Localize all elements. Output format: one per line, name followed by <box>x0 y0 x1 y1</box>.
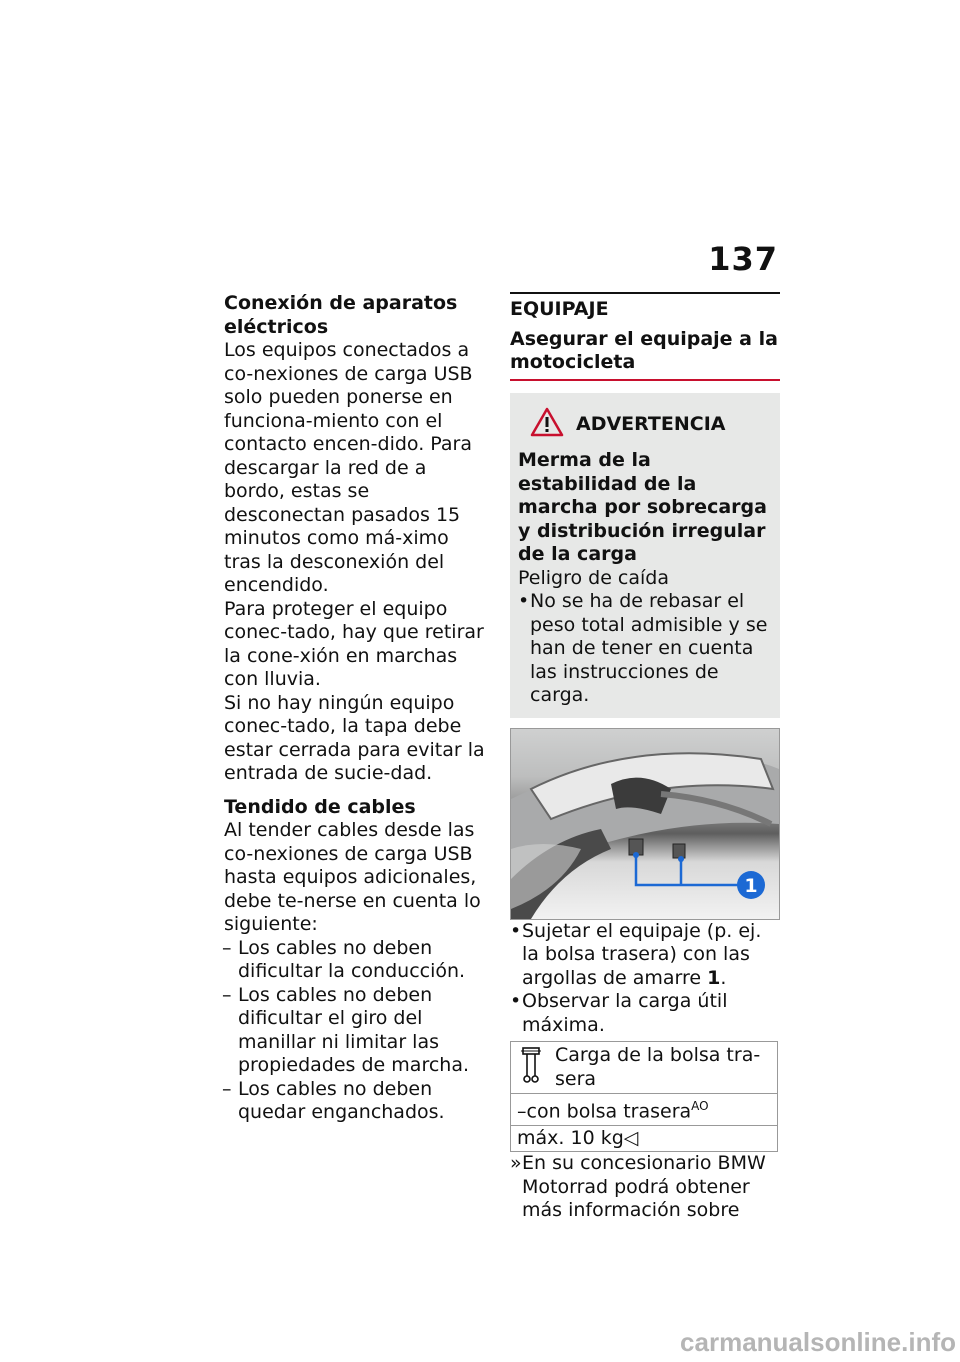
watermark[interactable]: carmanualsonline.info <box>680 1327 956 1357</box>
list-item: – Los cables no deben dificultar la conducción. <box>222 936 466 982</box>
paragraph-cap-closed: Si no hay ningún equipo conec-tado, la tapa debe estar cerrada para evitar la entrada de sucie-dad. <box>224 691 485 784</box>
paragraph-cable-routing: Al tender cables desde las co-nexiones de carga USB hasta equipos adicionales, debe te-nerse en cuenta lo siguiente: <box>224 819 481 935</box>
end-marker: ◁ <box>623 1126 639 1149</box>
arrow-marker: » <box>510 1152 522 1175</box>
luggage-tie-down-photo <box>510 728 780 920</box>
warning-title: Merma de la estabilidad de la marcha por sobrecarga y distribución irregular de la carga <box>518 449 767 565</box>
callout-number: 1 <box>744 874 758 897</box>
list-item: » En su concesionario BMW Motorrad podrá obtener más información sobre <box>510 1152 766 1222</box>
bullet-marker: • <box>518 590 530 612</box>
spec-title: Carga de la bolsa tra-sera <box>555 1044 761 1090</box>
heading-cable-routing: Tendido de cables <box>224 795 416 818</box>
page-number: 137 <box>708 240 778 278</box>
dash-marker: – <box>222 983 232 1006</box>
list-item: • Sujetar el equipaje (p. ej. la bolsa trasera) con las argollas de amarre 1. <box>510 919 762 989</box>
bullet-marker: • <box>510 990 522 1012</box>
paragraph-usb-charging: Los equipos conectados a co-nexiones de carga USB solo pueden ponerse en funciona-miento con el contacto encen-dido. Para descargar la red de a bordo, estas se desconectan pasados 15 minutos como má-ximo tras la desconexión del encendido. <box>224 339 473 596</box>
dash-marker: – <box>222 1077 232 1100</box>
load-spec-table <box>510 1041 778 1152</box>
left-column <box>224 292 490 1125</box>
warning-consequence: Peligro de caída <box>518 566 670 589</box>
list-item: – Los cables no deben dificultar el giro del manillar ni limitar las propiedades de marcha. <box>222 983 470 1076</box>
paragraph-protect-device: Para proteger el equipo conec-tado, hay que retirar la cone-xión en marchas con lluvia. <box>224 597 484 690</box>
warning-instruction: • No se ha de rebasar el peso total admisible y se han de tener en cuenta las instrucciones de carga. <box>518 590 768 706</box>
list-item: • Observar la carga útil máxima. <box>510 990 728 1036</box>
dash-marker: – <box>222 936 232 959</box>
load-icon <box>517 1044 545 1091</box>
section-title: EQUIPAJE <box>510 292 780 322</box>
list-item: – Los cables no deben quedar enganchados. <box>222 1077 445 1123</box>
warning-box <box>510 393 780 718</box>
right-column <box>510 292 780 1223</box>
heading-electrical-devices: Conexión de aparatos eléctricos <box>224 292 458 338</box>
bullet-marker: • <box>510 919 522 942</box>
subtitle-secure-luggage: Asegurar el equipaje a la motocicleta <box>510 328 780 381</box>
warning-label: ADVERTENCIA <box>576 413 726 435</box>
spec-condition: –con bolsa trasera$^{AO}$ <box>511 1093 777 1125</box>
spec-value: máx. 10 kg◁ <box>511 1125 777 1152</box>
warning-triangle-icon <box>530 407 564 444</box>
